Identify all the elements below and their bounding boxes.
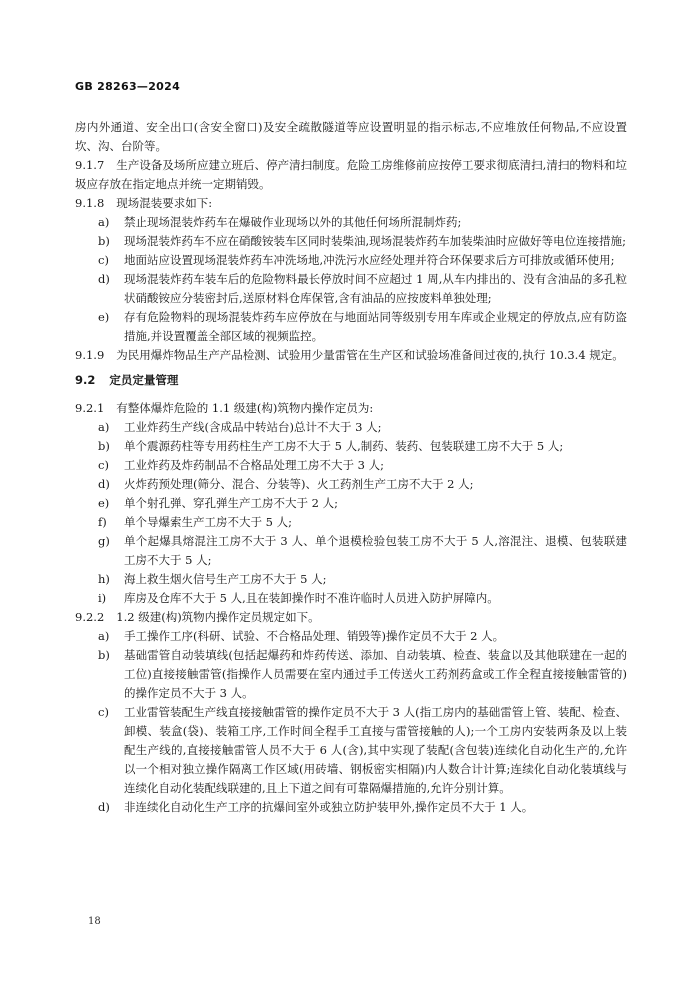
list-item [75,213,627,232]
list-item-text: 存有危险物料的现场混装炸药车应停放在与地面站同等级别专用车库或企业规定的停放点,应有防盗措施,并设置覆盖全部区域的视频监控。 [124,310,627,343]
list-marker: a) [98,629,110,643]
list-marker: d) [98,800,110,814]
list-marker: b) [98,234,110,248]
list-item-text: 禁止现场混装炸药车在爆破作业现场以外的其他任何场所混制炸药; [124,215,462,229]
list-marker: e) [98,496,110,510]
clause-number: 9.2.2 [75,610,105,624]
paragraph-continuation: 房内外通道、安全出口(含安全窗口)及安全疏散隧道等应设置明显的指示标志,不应堆放任何物品,不应设置坎、沟、台阶等。 [75,120,627,153]
list-marker: b) [98,648,110,662]
list-item-text: 手工操作工序(科研、试验、不合格品处理、销毁等)操作定员不大于 2 人。 [124,629,505,643]
clause-number: 9.2.1 [75,401,105,415]
list-item-text: 海上救生烟火信号生产工房不大于 5 人; [124,572,327,586]
list-marker: f) [98,515,107,529]
list-item [75,646,627,703]
list-item-text: 现场混装炸药车不应在硝酸铵装车区同时装柴油,现场混装炸药车加装柴油时应做好等电位连接措施; [124,234,627,248]
clause-9-1-7 [75,156,627,194]
clause-text: 1.2 级建(构)筑物内操作定员规定如下。 [116,610,320,624]
list-item [75,232,627,251]
list-item [75,437,627,456]
list-item-text: 非连续化自动化生产工序的抗爆间室外或独立防护装甲外,操作定员不大于 1 人。 [124,800,534,814]
list-marker: a) [98,420,110,434]
list-item [75,308,627,346]
clause-9-1-8 [75,194,627,213]
list-marker: i) [98,591,107,605]
clause-number: 9.1.7 [75,158,105,172]
list-item-text: 单个震源药柱等专用药柱生产工房不大于 5 人,制药、装药、包装联建工房不大于 5 人; [124,439,564,453]
list-marker: b) [98,439,110,453]
list-marker: e) [98,310,110,324]
list-item [75,627,627,646]
list-marker: c) [98,253,109,267]
list-item-text: 工业雷管装配生产线直接接触雷管的操作定员不大于 3 人(指工房内的基础雷管上管、装配、检查、卸模、装盒(袋)、装箱工序,工作时间全程手工直接与雷管接触的人);一个工房内安装两条及以上装配生产线的,直接接触雷管人员不大于 6 人(含),其中实现了装配(含包装)连续化自动化生产的,允许以一个相对独立操作隔离工作区域(用砖墙、钢板密实相隔)内人数合计计算;连续化自动化装填线与连续化自动化装配线联建的,且上下道之间有可靠隔爆措施的,允许分别计算。 [124,705,627,795]
list-item-text: 基础雷管自动装填线(包括起爆药和炸药传送、添加、自动装填、检查、装盒以及其他联建在一起的工位)直接接触雷管(指操作人员需要在室内通过手工传送火工药剂药盒或工作全程直接接触雷管的)的操作定员不大于 3 人。 [124,648,627,700]
clause-text: 现场混装要求如下: [116,196,213,210]
list-item-text: 单个射孔弹、穿孔弹生产工房不大于 2 人; [124,496,339,510]
clause-9-2-1 [75,399,627,418]
list-item [75,418,627,437]
list-item-text: 火炸药预处理(筛分、混合、分装等)、火工药剂生产工房不大于 2 人; [124,477,474,491]
list-item [75,532,627,570]
list-item [75,456,627,475]
list-item-text: 单个起爆具熔混注工房不大于 3 人、单个退模检验包装工房不大于 5 人,溶混注、退模、包装联建工房不大于 5 人; [124,534,627,567]
list-marker: d) [98,272,110,286]
section-title: 定员定量管理 [109,373,179,387]
section-number: 9.2 [75,373,96,387]
section-heading-9-2 [75,371,627,390]
list-marker: h) [98,572,110,586]
list-item-text: 库房及仓库不大于 5 人,且在装卸操作时不准许临时人员进入防护屏障内。 [124,591,499,605]
list-item [75,570,627,589]
list-item [75,475,627,494]
list-item [75,513,627,532]
list-item [75,798,627,817]
list-marker: g) [98,534,110,548]
list-item-text: 单个导爆索生产工房不大于 5 人; [124,515,293,529]
clause-number: 9.1.9 [75,348,105,362]
clause-number: 9.1.8 [75,196,105,210]
list-item [75,703,627,798]
clause-9-1-9 [75,346,627,365]
list-marker: a) [98,215,110,229]
standard-header: GB 28263—2024 [75,80,181,93]
clause-text: 生产设备及场所应建立班后、停产清扫制度。危险工房维修前应按停工要求彻底清扫,清扫的物料和垃圾应存放在指定地点并统一定期销毁。 [75,158,627,191]
page-number: 18 [88,916,101,927]
list-marker: c) [98,458,109,472]
list-item [75,270,627,308]
clause-text: 有整体爆炸危险的 1.1 级建(构)筑物内操作定员为: [116,401,374,415]
list-item-text: 工业炸药及炸药制品不合格品处理工房不大于 3 人; [124,458,384,472]
list-item [75,251,627,270]
list-item [75,494,627,513]
list-marker: d) [98,477,110,491]
clause-text: 为民用爆炸物品生产产品检测、试验用少量雷管在生产区和试验场准备间过夜的,执行 10.3.4 规定。 [116,348,624,362]
page-content [75,118,627,817]
list-item-text: 现场混装炸药车装车后的危险物料最长停放时间不应超过 1 周,从车内排出的、没有含油品的多孔粒状硝酸铵应分装密封后,送原材料仓库保管,含有油品的应按废料单独处理; [124,272,627,305]
list-item-text: 地面站应设置现场混装炸药车冲洗场地,冲洗污水应经处理并符合环保要求后方可排放或循环使用; [124,253,615,267]
list-item [75,589,627,608]
list-marker: c) [98,705,109,719]
clause-9-2-2 [75,608,627,627]
list-item-text: 工业炸药生产线(含成品中转站台)总计不大于 3 人; [124,420,382,434]
